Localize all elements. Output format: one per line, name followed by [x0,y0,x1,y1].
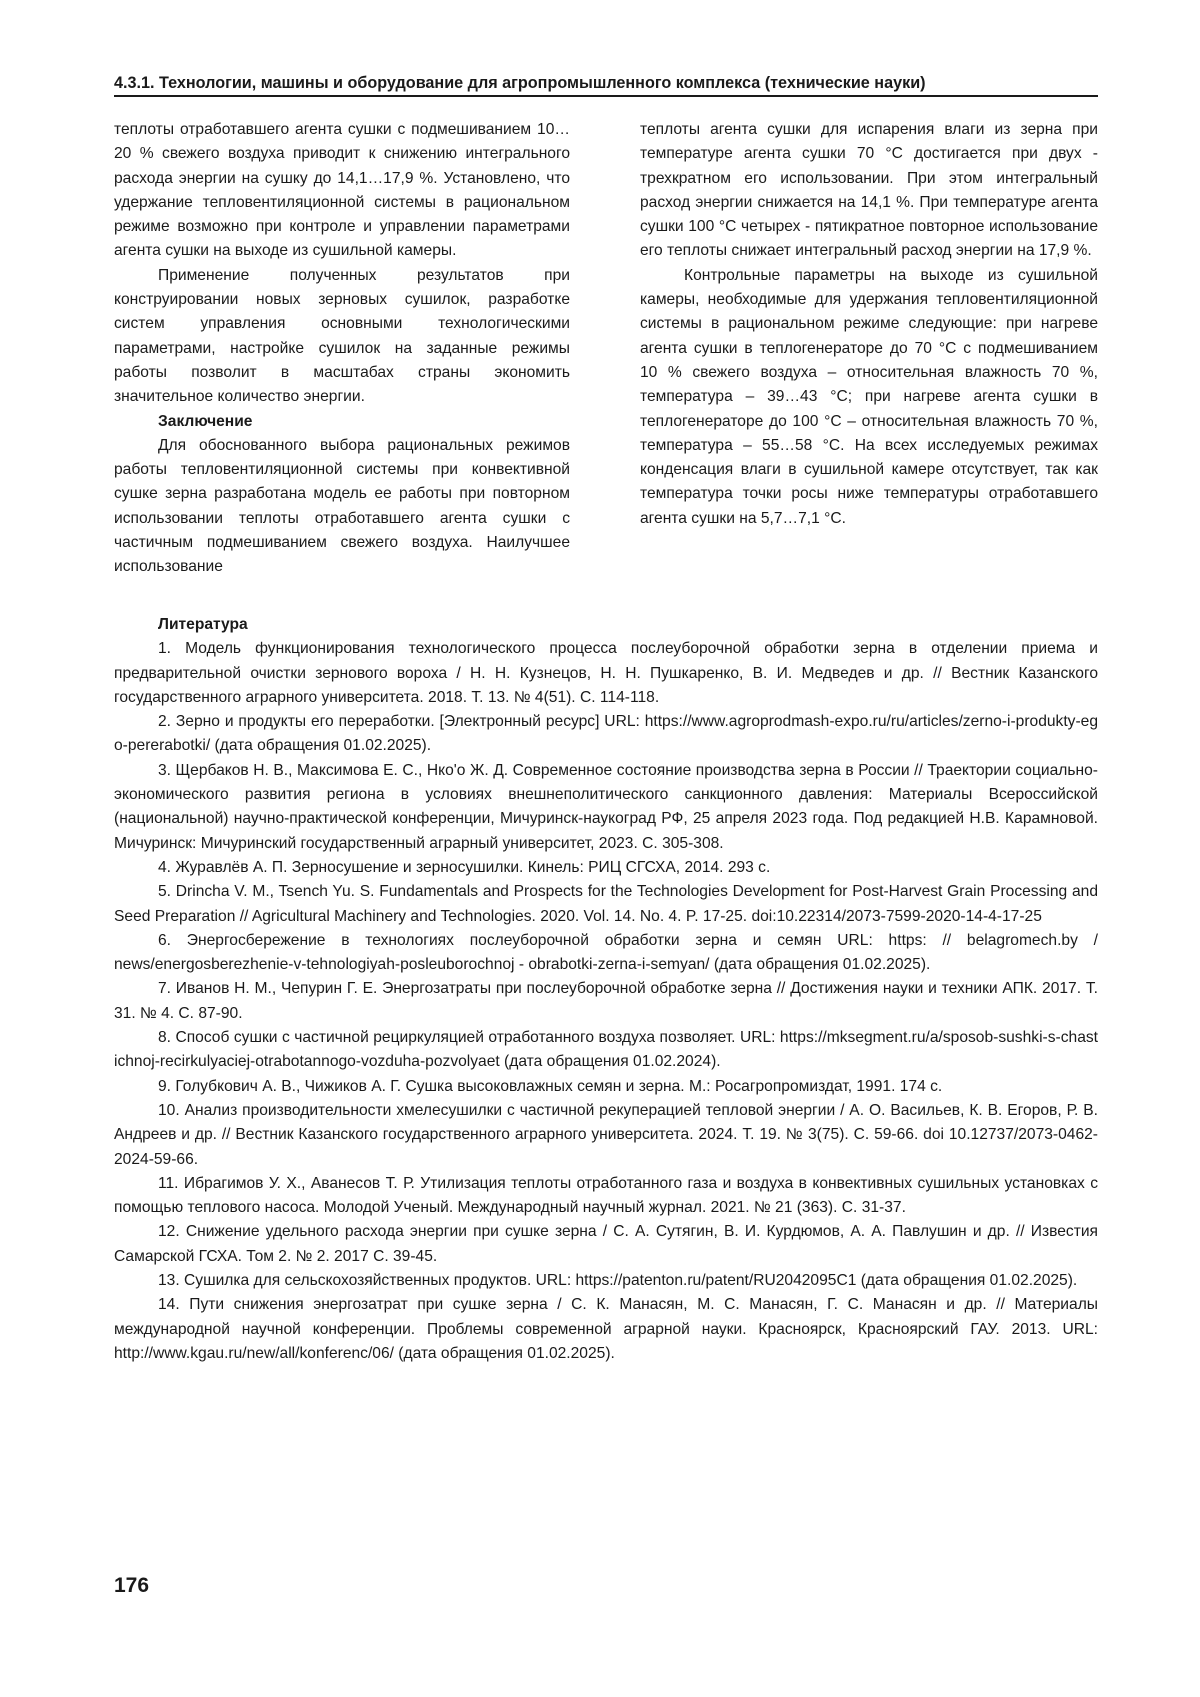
right-paragraph-1: теплоты агента сушки для испарения влаги из зерна при температуре агента сушки 70 °С достигается при двух - трехкратном его использовании. При этом интегральный расход энергии снижается на 14,1 %. При температуре агента сушки 100 °С четырех - пятикратное повторное использование его теплоты снижает интегральный расход энергии на 17,9 %. [640,121,1098,260]
reference-item: 6. Энергосбережение в технологиях послеуборочной обработки зерна и семян URL: https: // belagromech.by / news/energosberezhenie-v-tehnologiyah-posleuborochnoj - obrabotki-zerna-i-semyan/ (дата обращения 01.02.2025). [114,931,1098,974]
reference-item: 3. Щербаков Н. В., Максимова Е. С., Нко'о Ж. Д. Современное состояние производства зерна в России // Траектории социально-экономического развития региона в условиях внешнеполитического санкционного давления: Материалы Всероссийской (национальной) научно-практической конференции, Мичуринск-наукоград РФ, 25 апреля 2023 года. Под редакцией Н.В. Карамновой. Мичуринск: Мичуринский государственный аграрный университет, 2023. С. 305-308. [114,761,1098,852]
left-paragraph-1: теплоты отработавшего агента сушки с подмешиванием 10…20 % свежего воздуха приводит к снижению интегрального расхода энергии на сушку до 14,1…17,9 %. Установлено, что удержание тепловентиляционной системы в рациональном режиме возможно при контроле и управлении параметрами агента сушки на выходе из сушильной камеры. [114,121,570,260]
reference-item: 8. Способ сушки с частичной рециркуляцией отработанного воздуха позволяет. URL: https://mksegment.ru/a/sposob-sushki-s-chastichnoj-recirkulyaciej-otrabotannogo-vozduha-pozvolyaet (дата обращения 01.02.2024). [114,1029,1098,1071]
reference-item: 4. Журавлёв А. П. Зерносушение и зерносушилки. Кинель: РИЦ СГСХА, 2014. 293 с. [158,858,771,876]
right-paragraph-2: Контрольные параметры на выходе из сушильной камеры, необходимые для удержания тепловентиляционной системы в рациональном режиме следующие: при нагреве агента сушки в теплогенераторе до 70 °С с подмешиванием 10 % свежего воздуха – относительная влажность 70 %, температура – 39…43 °С; при нагреве агента сушки в теплогенераторе до 100 °С – относительная влажность 70 %, температура – 55…58 °С. На всех исследуемых режимах конденсация влаги в сушильной камере отсутствует, так как температура точки росы ниже температуры отработавшего агента сушки на 5,7…7,1 °С. [640,266,1098,527]
page-number: 176 [114,1574,150,1597]
reference-item: 5. Drincha V. M., Tsench Yu. S. Fundamentals and Prospects for the Technologies Development for Post-Harvest Grain Processing and Seed Preparation // Agricultural Machinery and Technologies. 2020. Vol. 14. No. 4. P. 17-25. doi:10.22314/2073-7599-2020-14-4-17-25 [114,883,1098,925]
reference-item: 1. Модель функционирования технологического процесса послеуборочной обработки зерна в отделении приема и предварительной очистки зернового вороха / Н. Н. Кузнецов, Н. Н. Пушкаренко, В. И. Медведев и др. // Вестник Казанского государственного аграрного университета. 2018. Т. 13. № 4(51). С. 114-118. [114,640,1098,706]
reference-item: 12. Снижение удельного расхода энергии при сушке зерна / С. А. Сутягин, В. И. Курдюмов, А. А. Павлушин и др. // Известия Самарской ГСХА. Том 2. № 2. 2017 С. 39-45. [114,1223,1098,1265]
running-header: 4.3.1. Технологии, машины и оборудование для агропромышленного комплекса (технические науки) [114,73,1098,97]
references-section [114,613,1098,1366]
reference-item: 2. Зерно и продукты его переработки. [Электронный ресурс] URL: https://www.agroprodmash-expo.ru/ru/articles/zerno-i-produkty-ego-pererabotki/ (дата обращения 01.02.2025). [114,713,1098,755]
reference-item: 9. Голубкович А. В., Чижиков А. Г. Сушка высоковлажных семян и зерна. М.: Росагропромиздат, 1991. 174 с. [158,1077,943,1095]
conclusion-heading: Заключение [158,412,253,430]
left-column [114,118,570,580]
left-paragraph-3: Для обоснованного выбора рациональных режимов работы тепловентиляционной системы при конвективной сушке зерна разработана модель ее работы при повторном использовании теплоты отработавшего агента сушки с частичным подмешиванием свежего воздуха. Наилучшее использование [114,436,570,576]
left-paragraph-2: Применение полученных результатов при конструировании новых зерновых сушилок, разработке систем управления основными технологическими параметрами, настройке сушилок на заданные режимы работы позволит в масштабах страны экономить значительное количество энергии. [114,266,570,406]
reference-item: 14. Пути снижения энергозатрат при сушке зерна / С. К. Манасян, М. С. Манасян, Г. С. Манасян и др. // Материалы международной научной конференции. Проблемы современной аграрной науки. Красноярск, Красноярский ГАУ. 2013. URL: http://www.kgau.ru/new/all/konferenc/06/ (дата обращения 01.02.2025). [114,1296,1098,1362]
references-heading: Литература [158,616,248,633]
reference-item: 13. Сушилка для сельскохозяйственных продуктов. URL: https://patenton.ru/patent/RU2042095C1 (дата обращения 01.02.2025). [158,1272,1078,1290]
right-column [640,118,1098,531]
reference-item: 11. Ибрагимов У. Х., Аванесов Т. Р. Утилизация теплоты отработанного газа и воздуха в конвективных сушильных установках с помощью теплового насоса. Молодой Ученый. Международный научный журнал. 2021. № 21 (363). С. 31-37. [114,1174,1098,1217]
reference-item: 7. Иванов Н. М., Чепурин Г. Е. Энергозатраты при послеуборочной обработке зерна // Достижения науки и техники АПК. 2017. Т. 31. № 4. С. 87-90. [114,980,1098,1022]
reference-item: 10. Анализ производительности хмелесушилки с частичной рекуперацией тепловой энергии / А. О. Васильев, К. В. Егоров, Р. В. Андреев и др. // Вестник Казанского государственного аграрного университета. 2024. Т. 19. № 3(75). С. 59-66. doi 10.12737/2073-0462-2024-59-66. [114,1101,1098,1168]
